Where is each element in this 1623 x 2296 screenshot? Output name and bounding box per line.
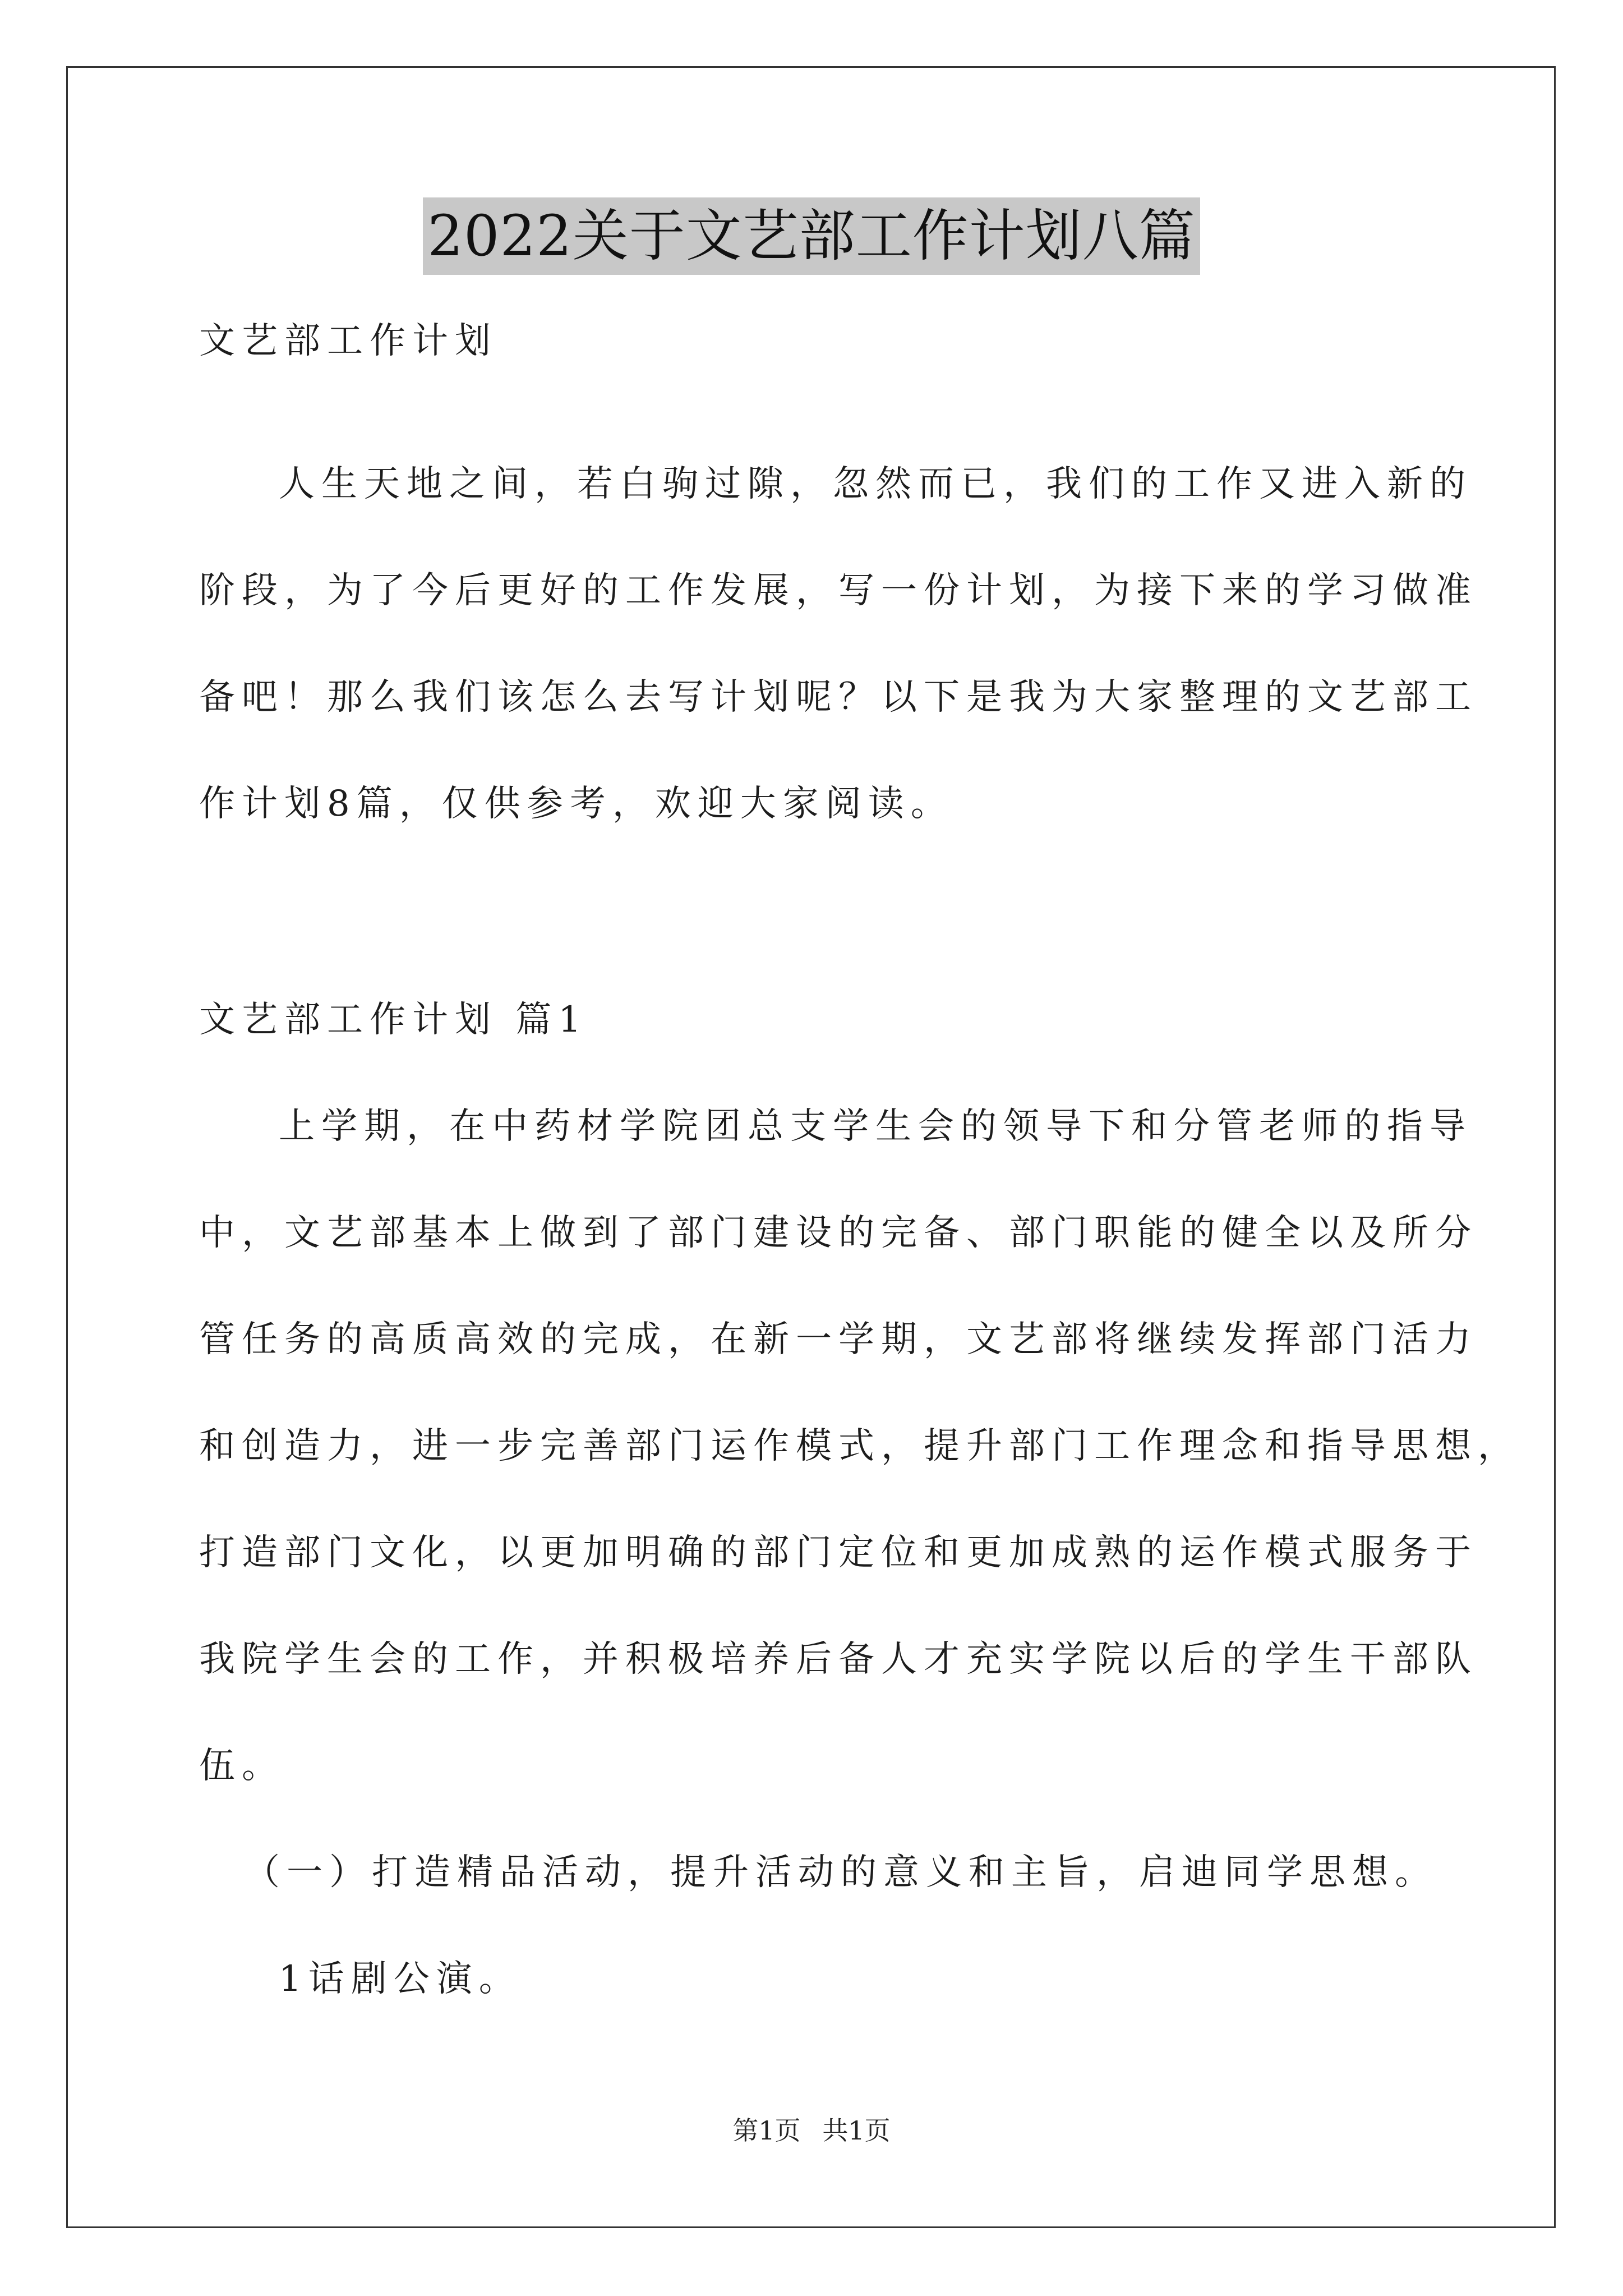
title-container bbox=[0, 197, 1623, 275]
body-line: 伍。 bbox=[199, 1745, 284, 1787]
point-heading: （一）打造精品活动，提升活动的意义和主旨，启迪同学思想。 bbox=[244, 1852, 1437, 1893]
document-title: 2022关于文艺部工作计划八篇 bbox=[423, 197, 1200, 275]
intro-line: 作计划8篇，仅供参考，欢迎大家阅读。 bbox=[199, 783, 953, 825]
page-total: 共1页 bbox=[822, 2115, 891, 2146]
intro-line: 人生天地之间，若白驹过隙，忽然而已，我们的工作又进入新的 bbox=[279, 463, 1472, 505]
body-line: 我院学生会的工作，并积极培养后备人才充实学院以后的学生干部队 bbox=[199, 1639, 1478, 1680]
page-current: 第1页 bbox=[732, 2115, 801, 2146]
body-line: 和创造力，进一步完善部门运作模式，提升部门工作理念和指导思想， bbox=[199, 1425, 1520, 1467]
body-line: 管任务的高质高效的完成，在新一学期，文艺部将继续发挥部门活力 bbox=[199, 1319, 1478, 1360]
section-heading: 文艺部工作计划 bbox=[199, 320, 497, 362]
page-footer bbox=[0, 2114, 1623, 2147]
article-heading: 文艺部工作计划 篇1 bbox=[199, 999, 588, 1041]
list-item: 1话剧公演。 bbox=[279, 1958, 522, 2000]
body-line: 中，文艺部基本上做到了部门建设的完备、部门职能的健全以及所分 bbox=[199, 1212, 1478, 1254]
body-line: 上学期，在中药材学院团总支学生会的领导下和分管老师的指导 bbox=[279, 1106, 1472, 1147]
intro-line: 备吧！那么我们该怎么去写计划呢？以下是我为大家整理的文艺部工 bbox=[199, 677, 1478, 718]
body-line: 打造部门文化，以更加明确的部门定位和更加成熟的运作模式服务于 bbox=[199, 1532, 1478, 1573]
intro-line: 阶段，为了今后更好的工作发展，写一份计划，为接下来的学习做准 bbox=[199, 570, 1478, 611]
